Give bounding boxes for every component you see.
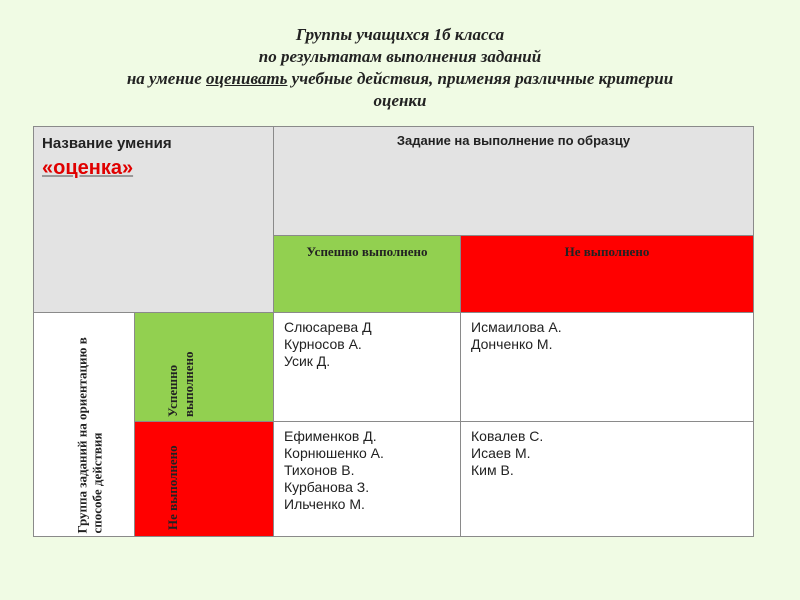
col-header-success <box>273 235 461 313</box>
cell-fail-success <box>273 421 461 537</box>
student-name: Курносов А. <box>284 336 362 352</box>
cell-success-success <box>273 312 461 422</box>
names-fail-success <box>284 428 384 513</box>
cell-fail-fail <box>460 421 754 537</box>
skill-name: «оценка» <box>42 157 134 179</box>
skill-label: Название умения <box>42 135 172 152</box>
row-header-success <box>134 312 274 422</box>
student-name: Корнюшенко А. <box>284 445 384 461</box>
title-line-3-pre: на умение <box>126 69 207 88</box>
student-name: Ковалев С. <box>471 428 544 444</box>
student-name: Исаев М. <box>471 445 531 461</box>
page-title <box>40 24 760 112</box>
row-success-label: Успешно выполнено <box>165 351 196 417</box>
student-name: Исмаилова А. <box>471 319 562 335</box>
row-header-fail <box>134 421 274 537</box>
student-name: Слюсарева Д <box>284 319 372 335</box>
row-fail-label: Не выполнено <box>165 445 180 530</box>
title-line-1: Группы учащихся 1б класса <box>295 25 505 44</box>
student-name: Курбанова З. <box>284 479 370 495</box>
title-line-3 <box>40 68 760 90</box>
task-header-cell <box>273 126 754 236</box>
names-success-fail <box>471 319 562 353</box>
row-group-label: Группа заданий на ориентацию в способе действия <box>74 337 105 534</box>
task-header: Задание на выполнение по образцу <box>396 133 631 148</box>
student-name: Ким В. <box>471 462 514 478</box>
student-name: Усик Д. <box>284 353 331 369</box>
student-name: Тихонов В. <box>284 462 355 478</box>
title-underlined-word: оценивать <box>206 69 288 88</box>
student-name: Ефименков Д. <box>284 428 377 444</box>
skill-header-cell <box>33 126 274 313</box>
col-header-fail <box>460 235 754 313</box>
title-line-2: по результатам выполнения заданий <box>258 47 542 66</box>
names-success-success <box>284 319 372 370</box>
names-fail-fail <box>471 428 543 479</box>
student-name: Донченко М. <box>471 336 553 352</box>
student-name: Ильченко М. <box>284 496 365 512</box>
title-line-4: оценки <box>373 91 427 110</box>
title-line-3-post: учебные действия, применяя различные критерии <box>287 69 674 88</box>
row-group-cell <box>33 312 135 537</box>
col-success-label: Успешно выполнено <box>306 244 428 259</box>
cell-success-fail <box>460 312 754 422</box>
col-fail-label: Не выполнено <box>564 244 650 259</box>
